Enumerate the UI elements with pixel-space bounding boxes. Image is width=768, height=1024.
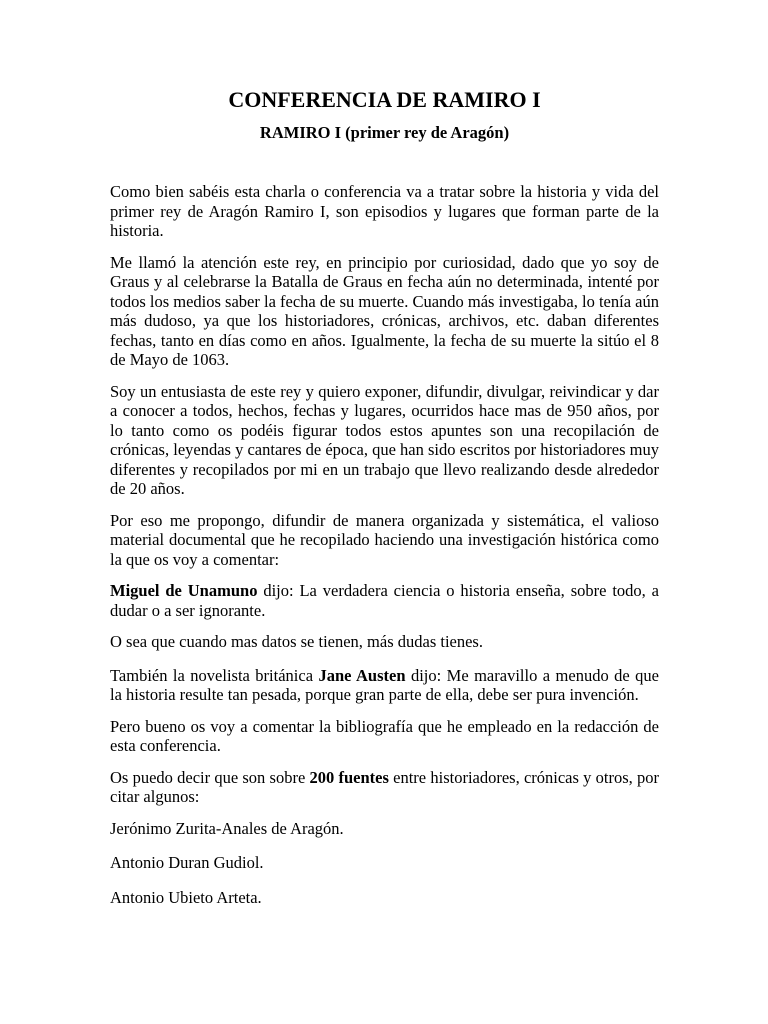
document-page xyxy=(110,86,659,922)
quote-author-unamuno: Miguel de Unamuno xyxy=(110,581,258,600)
paragraph-doubts: O sea que cuando mas datos se tienen, más dudas tienes. xyxy=(110,632,483,651)
paragraph-austen-quote xyxy=(110,666,659,705)
quote-intro-austen: También la novelista británica xyxy=(110,665,319,685)
paragraph-purpose: Por eso me propongo, difundir de manera organizada y sistemática, el valioso material documental que he recopilado haciendo una investigación histórica como la que os voy a comentar: xyxy=(110,510,659,569)
reference-item: Jerónimo Zurita-Anales de Aragón. xyxy=(110,818,344,838)
paragraph-curiosity: Me llamó la atención este rey, en principio por curiosidad, dado que yo soy de Graus y al celebrarse la Batalla de Graus en fecha aún no determinada, intenté por todos los medios saber la fecha de su muerte. Cuando más investigaba, lo tenía aún más dudoso, ya que los historiadores, crónicas, archivos, etc. daban diferentes fechas, tanto en días como en años. Igualmente, la fecha de su muerte la sitúo el 8 de Mayo de 1063. xyxy=(110,252,659,369)
paragraph-bibliography: Pero bueno os voy a comentar la bibliografía que he empleado en la redacción de esta conferencia. xyxy=(110,716,659,755)
document-title: CONFERENCIA DE RAMIRO I xyxy=(228,87,541,112)
quote-text-austen: dijo: Me maravillo a menudo de que la historia resulte tan pesada, porque gran parte de ella, debe ser pura invención. xyxy=(110,665,659,704)
reference-item: Antonio Duran Gudiol. xyxy=(110,853,264,872)
quote-author-austen: Jane Austen xyxy=(318,665,406,685)
paragraph-unamuno-quote xyxy=(110,581,659,620)
sources-text: entre historiadores, crónicas y otros, por citar algunos: xyxy=(110,767,659,806)
sources-intro: Os puedo decir que son sobre xyxy=(110,767,310,787)
quote-text-unamuno: dijo: La verdadera ciencia o historia enseña, sobre todo, a dudar o a ser ignorante. xyxy=(110,581,659,620)
document-body xyxy=(110,182,659,907)
sources-count: 200 fuentes xyxy=(309,767,389,787)
document-subtitle: RAMIRO I (primer rey de Aragón) xyxy=(259,123,510,142)
reference-item: Antonio Ubieto Arteta. xyxy=(110,887,262,907)
paragraph-intro: Como bien sabéis esta charla o conferencia va a tratar sobre la historia y vida del primer rey de Aragón Ramiro I, son episodios y lugares que forman parte de la historia. xyxy=(110,182,659,240)
paragraph-enthusiast: Soy un entusiasta de este rey y quiero exponer, difundir, divulgar, reivindicar y dar a conocer a todos, hechos, fechas y lugares, ocurridos hace mas de 950 años, por lo tanto como os podéis figurar todos estos apuntes son una recopilación de crónicas, leyendas y cantares de época, que han sido escritos por historiadores muy diferentes y recopilados por mi en un trabajo que llevo realizando desde alrededor de 20 años. xyxy=(110,381,659,498)
paragraph-sources xyxy=(110,768,659,807)
